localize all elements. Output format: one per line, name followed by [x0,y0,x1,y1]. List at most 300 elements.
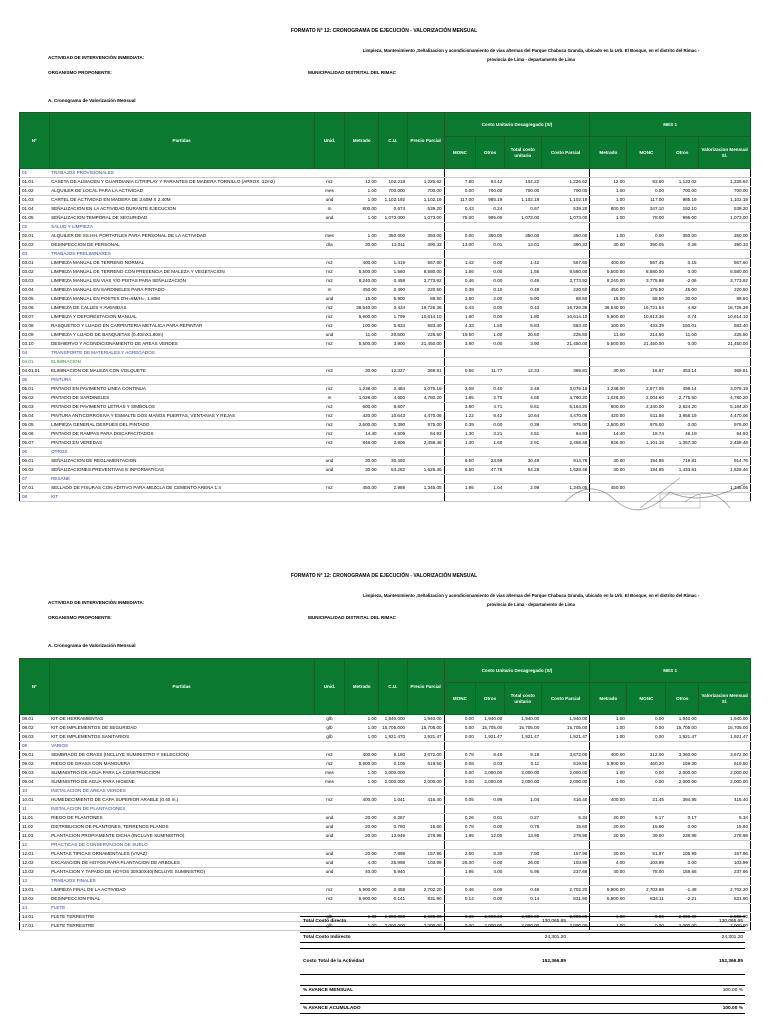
item-valorizacion: 4,780.20 [699,394,751,403]
item-description: PINTADO EN VEREDAS [49,439,314,448]
item-unit-cost: 8.607 [379,403,408,412]
item-description: RIEGO DE PLANTONES [49,814,314,823]
item-monc-mes: 0.00 [627,769,666,778]
item-metrado: 1.00 [345,922,379,931]
item-total-costo: 5.83 [504,322,541,331]
item-otros: 2,000.00 [476,778,505,787]
item-metrado: 30.00 [345,466,379,475]
item-metrado: 1.00 [345,187,379,196]
item-total-costo: 20.50 [504,331,541,340]
item-unit [314,448,345,457]
item-total-costo [504,358,541,367]
item-metrado-mes [590,787,627,796]
item-unit-cost [379,448,408,457]
item-monc-mes: 347.10 [627,205,666,214]
item-costo-parcial: 237.66 [541,868,590,877]
item-unit: und [314,457,345,466]
item-otros: 5.30 [476,850,505,859]
table-row [20,196,751,205]
item-unit-cost: 2,000.000 [379,922,408,931]
item-valorizacion: 914.76 [699,457,751,466]
item-monc-mes: 0.00 [627,232,666,241]
item-metrado-mes: 30.00 [590,466,627,475]
item-total-costo [504,742,541,751]
item-metrado: 1.00 [345,769,379,778]
item-unit: m [314,286,345,295]
item-total-costo: 2.99 [504,484,541,493]
item-description: FLETE TERRESTRE [49,913,314,922]
table-row [20,886,751,895]
item-costo-parcial: 16,726.36 [541,304,590,313]
header-cu: C.U. [379,659,408,715]
item-precio-parcial [407,805,444,814]
header-monc-mes: MONC [627,683,666,715]
item-valorizacion [699,358,751,367]
item-metrado-mes [590,877,627,886]
item-precio-parcial: 975.00 [407,421,444,430]
item-valorizacion: 1,073.00 [699,214,751,223]
item-total-costo [504,448,541,457]
item-costo-parcial: 3,075.19 [541,385,590,394]
item-monc-mes: 0.00 [627,715,666,724]
item-costo-parcial: 2,702.20 [541,886,590,895]
item-total-costo: 0.11 [504,760,541,769]
header-otros: Otros [476,137,505,169]
item-otros-mes: -2.21 [666,895,699,904]
item-description: HUMEDECIMIENTO DE CAPA SUPERIOR ARABLE (0.40 m.) [49,796,314,805]
item-costo-parcial: 15,705.00 [541,724,590,733]
item-metrado-mes: 1.00 [590,187,627,196]
header-cu: C.U. [379,113,408,169]
item-unit-cost [379,250,408,259]
item-code: 11.02 [20,823,50,832]
item-description: PINTADO EN PAVIMENTO LINEA CONTINUA [49,385,314,394]
item-precio-parcial: 583.40 [407,322,444,331]
item-metrado: 1.00 [345,778,379,787]
item-metrado-mes: 1.00 [590,196,627,205]
item-monc-mes: 58.50 [627,295,666,304]
item-unit: und [314,859,345,868]
table-row [20,232,751,241]
item-unit-cost: 1,921.470 [379,733,408,742]
item-otros: 0.40 [476,385,505,394]
table-row [20,823,751,832]
item-metrado-mes: 14.40 [590,430,627,439]
item-otros [476,841,505,850]
item-otros-mes [666,841,699,850]
item-monc-mes: 1,101.18 [627,439,666,448]
item-otros-mes: 2,000.00 [666,913,699,922]
item-unit [314,349,345,358]
item-otros [476,493,505,502]
item-metrado-mes: 1.00 [590,733,627,742]
item-description: PINTADO DE SARDINELES [49,394,314,403]
item-monc: 0.46 [444,886,476,895]
item-monc [444,250,476,259]
item-monc-mes: 51.97 [627,850,666,859]
item-metrado-mes: 5,900.00 [590,895,627,904]
item-otros-mes [666,787,699,796]
item-metrado: 1.00 [345,196,379,205]
item-total-costo [504,877,541,886]
item-monc-mes: 194.95 [627,466,666,475]
item-code: 03.07 [20,313,50,322]
item-monc: 1.30 [444,430,476,439]
item-costo-parcial [541,358,590,367]
item-monc-mes: 2,340.00 [627,403,666,412]
item-monc: 3.90 [444,340,476,349]
item-monc-mes: 0.00 [627,778,666,787]
item-unit-cost: 15,705.000 [379,724,408,733]
item-otros: 8.40 [476,751,505,760]
item-otros [476,358,505,367]
item-valorizacion: 583.40 [699,322,751,331]
item-metrado-mes: 20.00 [590,814,627,823]
item-monc: 0.00 [444,769,476,778]
item-monc: 0.00 [444,232,476,241]
item-costo-parcial: 4,470.06 [541,412,590,421]
item-monc-mes: 10,613.36 [627,313,666,322]
item-metrado: 30.00 [345,241,379,250]
item-otros-mes: 2,775.60 [666,394,699,403]
item-costo-parcial: 350.00 [541,232,590,241]
item-unit-cost: 7.898 [379,850,408,859]
item-costo-parcial: 5.34 [541,814,590,823]
header-monc-mes: MONC [627,137,666,169]
header-valorizacion: Valorizacion Mensual S/. [699,137,751,169]
item-description: ELIMINACION [49,358,314,367]
item-costo-parcial: 2,000.00 [541,769,590,778]
item-precio-parcial: 4,780.20 [407,394,444,403]
item-otros: 0.00 [476,421,505,430]
item-description: CARTEL DE ACTIVIDAD EN MADERA DE 3.60M X 2.40M [49,196,314,205]
item-total-costo: 2,000.00 [504,778,541,787]
item-code: 06.01 [20,457,50,466]
item-total-costo: 1.04 [504,796,541,805]
item-unit: m2 [314,430,345,439]
item-unit: m2 [314,268,345,277]
item-description: SEÑALIZACION DE REGLAMENTACION [49,457,314,466]
item-unit-cost: 1.799 [379,313,408,322]
item-otros-mes: 11.00 [666,331,699,340]
item-monc: 0.00 [444,913,476,922]
item-unit: und [314,466,345,475]
item-otros-mes: 239.98 [666,832,699,841]
table-row [20,868,751,877]
item-otros: 0.00 [476,895,505,904]
item-description: TRANSPORTE DE MATERIALES Y AGREGADOS [49,349,314,358]
item-valorizacion: 3,773.92 [699,277,751,286]
item-precio-parcial [407,349,444,358]
item-metrado-mes: 846.00 [590,439,627,448]
item-otros-mes: 0.00 [666,859,699,868]
section-row [20,904,751,913]
item-description: SUMINISTRO DE AGUA PARA HIGIENE [49,778,314,787]
item-unit: glb [314,733,345,742]
item-total-costo [504,250,541,259]
item-valorizacion [699,376,751,385]
item-metrado: 450.00 [345,484,379,493]
item-otros [476,904,505,913]
item-total-costo: 1,921.47 [504,733,541,742]
item-valorizacion: 237.66 [699,868,751,877]
item-total-costo: 54.28 [504,466,541,475]
item-valorizacion: 390.33 [699,241,751,250]
item-otros-mes: 353.14 [666,367,699,376]
item-valorizacion [699,805,751,814]
item-valorizacion [699,349,751,358]
item-monc-mes [627,448,666,457]
item-metrado-mes [590,742,627,751]
item-total-costo: 26.00 [504,859,541,868]
item-metrado-mes: 100.00 [590,322,627,331]
item-description: TRABAJOS PROVISIONALES [49,169,314,178]
item-unit: m2 [314,886,345,895]
item-total-costo: 1,073.00 [504,214,541,223]
item-metrado-mes: 1.00 [590,715,627,724]
item-otros-mes [666,448,699,457]
item-unit [314,250,345,259]
item-valorizacion: 539.20 [699,205,751,214]
item-unit-cost: 1,073.000 [379,214,408,223]
item-costo-parcial: 2,000.00 [541,922,590,931]
valuation-table-1 [19,112,751,502]
item-description: SEMBRADO DE GRASS (INCLUYE SUMINISTRO Y SELECCION) [49,751,314,760]
item-otros: 0.00 [476,268,505,277]
item-unit-cost: 9.180 [379,751,408,760]
item-unit-cost: 0.458 [379,277,408,286]
item-valorizacion [699,877,751,886]
item-otros: 1.60 [476,439,505,448]
item-costo-parcial: 390.33 [541,241,590,250]
item-otros-mes: 0.28 [666,241,699,250]
item-costo-parcial: 1,345.05 [541,484,590,493]
item-otros: 2,000.00 [476,769,505,778]
item-costo-parcial: 220.50 [541,286,590,295]
table-row [20,859,751,868]
item-unit: und [314,823,345,832]
header-n: N° [20,659,50,715]
total-costo-indirecto [300,932,745,943]
item-otros-mes [666,877,699,886]
item-valorizacion: 88.50 [699,295,751,304]
item-code: 05.07 [20,439,50,448]
item-valorizacion [699,904,751,913]
item-otros: 995.00 [476,214,505,223]
item-metrado [345,493,379,502]
item-unit [314,742,345,751]
item-monc [444,805,476,814]
header-unid: Unid. [314,113,345,169]
item-unit-cost [379,787,408,796]
item-description: SALUD Y LIMPIEZA [49,223,314,232]
item-total-costo [504,805,541,814]
item-otros: 0.03 [476,760,505,769]
item-unit: m2 [314,178,345,187]
item-otros-mes: 700.00 [666,187,699,196]
item-monc: 1.42 [444,259,476,268]
item-unit-cost: 4.509 [379,430,408,439]
item-unit [314,493,345,502]
table-row [20,268,751,277]
item-valorizacion [699,250,751,259]
item-metrado-mes [590,376,627,385]
item-monc [444,787,476,796]
item-unit-cost: 5.900 [379,295,408,304]
item-total-costo [504,904,541,913]
item-metrado: 30.00 [345,457,379,466]
item-precio-parcial: 2,458.48 [407,439,444,448]
item-code: 05.03 [20,403,50,412]
item-metrado-mes: 1.00 [590,922,627,931]
item-total-costo: 15,705.00 [504,724,541,733]
item-valorizacion: 5.34 [699,814,751,823]
activity-description-2 [308,591,754,609]
item-metrado-mes [590,223,627,232]
table-row [20,394,751,403]
section-row [20,877,751,886]
item-unit-cost [379,904,408,913]
item-valorizacion: 1,226.62 [699,178,751,187]
item-total-costo: 5.90 [504,295,541,304]
item-code: 11 [20,805,50,814]
item-unit-cost: 10.643 [379,412,408,421]
item-monc: 3.90 [444,403,476,412]
item-metrado-mes: 15.00 [590,295,627,304]
item-precio-parcial: 2,702.20 [407,886,444,895]
item-monc-mes [627,376,666,385]
item-otros-mes: 0.15 [666,259,699,268]
item-total-costo: 0.78 [504,823,541,832]
item-otros: 1.00 [476,331,505,340]
item-description: SELLADO DE FISURAS CON ADITIVO PARA MEZCLA DE CEMENTO ARENA 1:4 [49,484,314,493]
item-costo-parcial: 15.60 [541,823,590,832]
item-otros-mes: 1,940.00 [666,715,699,724]
item-otros-mes: 350.00 [666,232,699,241]
item-costo-parcial [541,787,590,796]
item-metrado-mes: 1.00 [590,778,627,787]
item-description: LIMPIEZA MANUAL DE TERRENO CON PRESENCIA DE MALEZA Y VEGETACION [49,268,314,277]
item-unit: m2 [314,340,345,349]
table-row [20,796,751,805]
section-row [20,805,751,814]
item-otros [476,349,505,358]
item-code: 03.06 [20,304,50,313]
item-metrado: 1.00 [345,232,379,241]
item-precio-parcial: 1,102.19 [407,196,444,205]
item-total-costo: 4.65 [504,394,541,403]
item-precio-parcial: 88.50 [407,295,444,304]
item-unit: und [314,196,345,205]
item-total-costo: 2,000.00 [504,922,541,931]
item-otros-mes: 719.81 [666,457,699,466]
item-unit: m2 [314,760,345,769]
table-row [20,331,751,340]
item-metrado [345,904,379,913]
item-monc-mes [627,742,666,751]
item-monc: 0.00 [444,724,476,733]
item-monc-mes [627,349,666,358]
item-otros-mes: -1.48 [666,886,699,895]
item-monc [444,448,476,457]
subsection-row [20,358,751,367]
table-header-2 [20,659,751,715]
organism-label: ORGANISMO PROPONENTE: [48,70,112,75]
item-valorizacion: 16,726.36 [699,304,751,313]
item-metrado-mes: 800.00 [590,205,627,214]
item-otros-mes: 2,000.00 [666,922,699,931]
item-unit-cost: 20.500 [379,331,408,340]
item-otros [476,250,505,259]
item-valorizacion: 2,000.00 [699,778,751,787]
item-unit: mes [314,187,345,196]
item-costo-parcial [541,904,590,913]
item-metrado-mes: 400.00 [590,259,627,268]
item-otros-mes: 995.00 [666,214,699,223]
item-otros-mes [666,169,699,178]
item-code: 14 [20,904,50,913]
total-costo-directo [300,916,745,927]
item-otros: 1,921.47 [476,733,505,742]
item-valorizacion [699,787,751,796]
table-row [20,313,751,322]
item-monc-mes: 214.50 [627,331,666,340]
item-total-costo: 8.61 [504,403,541,412]
item-code: 03.10 [20,340,50,349]
item-costo-parcial [541,841,590,850]
section-row [20,169,751,178]
item-otros: 94.42 [476,178,505,187]
item-unit: día [314,241,345,250]
item-total-costo: 13.95 [504,832,541,841]
item-unit: m2 [314,313,345,322]
header-monc: MONC [444,137,476,169]
item-costo-parcial: 567.60 [541,259,590,268]
item-monc-mes: 16,721.54 [627,304,666,313]
item-precio-parcial [407,841,444,850]
item-precio-parcial: 278.98 [407,832,444,841]
section-row [20,376,751,385]
organism-value-2: MUNICIPALIDAD DISTRITAL DEL RIMAC [308,615,396,620]
item-total-costo: 3.90 [504,340,541,349]
total-value-2: 100.00 % [722,988,743,993]
item-precio-parcial: 4,470.06 [407,412,444,421]
item-costo-parcial: 4,780.20 [541,394,590,403]
item-valorizacion: 103.99 [699,859,751,868]
item-unit-cost [379,742,408,751]
item-costo-parcial [541,349,590,358]
item-valorizacion: 2,000.00 [699,769,751,778]
item-precio-parcial [407,457,444,466]
item-otros-mes: 45.00 [666,286,699,295]
item-otros [476,805,505,814]
item-costo-parcial: 88.50 [541,295,590,304]
header-costo-unitario: Costo Unitario Desagregado (S/) [444,659,590,683]
item-unit-cost: 12.327 [379,367,408,376]
item-metrado-mes: 420.00 [590,412,627,421]
item-description: PRACTICAS DE CONSERVACION DE SUELO [49,841,314,850]
item-monc-mes: 39.00 [627,832,666,841]
signature-stamp [560,472,750,512]
item-metrado: 846.00 [345,439,379,448]
item-code: 04 [20,349,50,358]
item-unit: m2 [314,403,345,412]
item-valorizacion: 21,450.00 [699,340,751,349]
total-value-1: 130,065.65 [541,919,566,924]
item-valorizacion: 225.50 [699,331,751,340]
item-metrado: 1.00 [345,715,379,724]
item-metrado: 20.00 [345,832,379,841]
